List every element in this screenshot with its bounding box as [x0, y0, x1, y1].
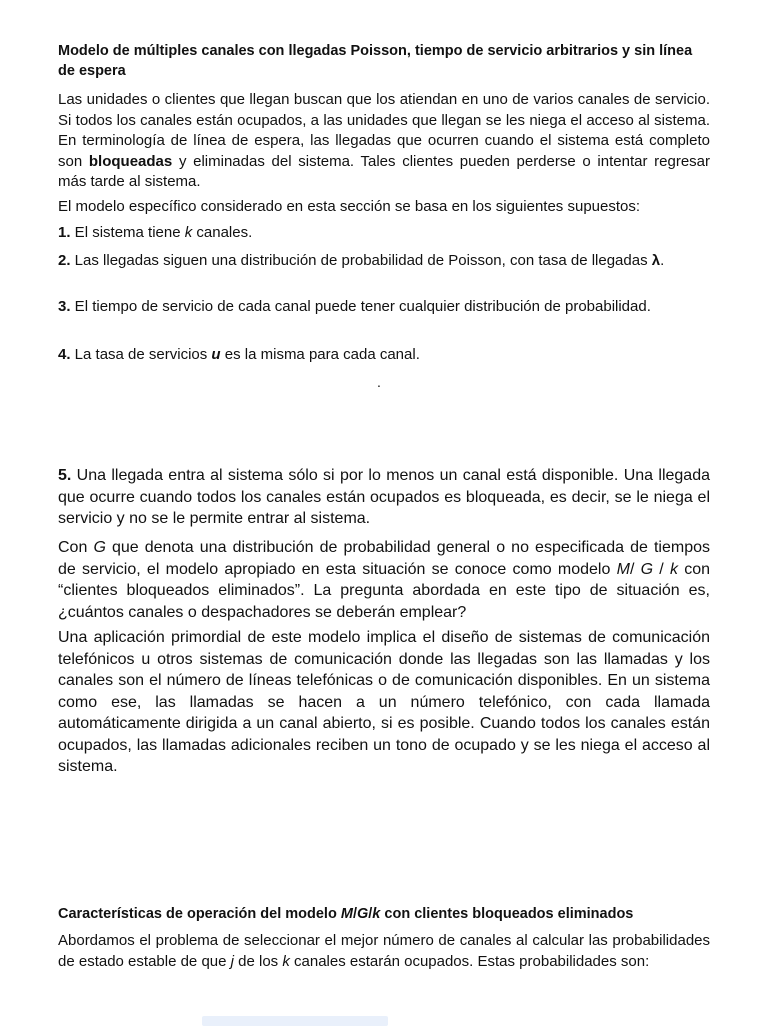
text-run: canales estarán ocupados. Estas probabilidades son:	[289, 952, 650, 970]
variable-M: M	[616, 560, 630, 578]
variable-M: M	[340, 906, 353, 922]
item-variable: λ	[651, 252, 661, 269]
item-number: 5.	[58, 467, 72, 484]
text-run: Abordamos el problema de seleccionar el mejor número de canales al calcular las probabilidades de estado estable de que	[58, 932, 710, 970]
variable-k: k	[669, 560, 678, 578]
slash: /	[653, 560, 670, 578]
text-run: con clientes bloqueados eliminados	[380, 906, 634, 922]
slash: /	[352, 906, 357, 922]
item-text: El sistema tiene	[70, 224, 185, 241]
item-text-end: .	[660, 252, 665, 269]
item-number: 3.	[58, 298, 71, 315]
slash: /	[368, 906, 373, 922]
section-title-model: Modelo de múltiples canales con llegadas Poisson, tiempo de servicio arbitrarios y sin línea de espera	[58, 43, 693, 79]
item-number: 2.	[58, 252, 71, 269]
intro-text-b: y eliminadas del sistema. Tales clientes pueden perderse o intentar regresar más tarde al sistema.	[58, 152, 711, 190]
item-text-end: es la misma para cada canal.	[220, 346, 420, 363]
formula-image-placeholder	[202, 1016, 388, 1026]
assumption-item-2	[58, 251, 710, 272]
application-paragraph: Una aplicación primordial de este modelo implica el diseño de sistemas de comunicación telefónicos u otros sistemas de comunicación donde las llegadas son las llamadas y los canales son el número de líneas telefónicas o de comunicación disponibles. En un sistema como ese, las llamadas se hacen a un número telefónico, con cada llamada automáticamente dirigida a un canal abierto, si es posible. Cuando todos los canales están ocupados, las llamadas adicionales reciben un tono de ocupado y se les niega el acceso al sistema.	[58, 629, 710, 775]
variable-G: G	[640, 560, 654, 578]
variable-j: j	[230, 952, 234, 970]
text-run: con “clientes bloqueados eliminados”. La pregunta abordada en este tipo de situación es, ¿cuántos canales o despachadores se deberán emplear?	[58, 560, 711, 621]
characteristics-paragraph	[58, 931, 710, 972]
model-paragraph	[58, 537, 710, 623]
variable-G: G	[356, 906, 369, 922]
assumption-item-4	[58, 345, 710, 366]
item-variable: k	[184, 224, 193, 241]
variable-k: k	[372, 906, 381, 922]
variable-G: G	[93, 539, 106, 556]
stray-dot: .	[377, 374, 381, 390]
variable-k: k	[282, 952, 290, 970]
slash: /	[629, 560, 641, 578]
item-text-end: canales.	[192, 224, 253, 241]
intro-text-a: Las unidades o clientes que llegan buscan que los atiendan en uno de varios canales de servicio. Si todos los canales están ocupados, a las unidades que llegan se les niega el acceso al sistema. En terminología de línea de espera, las llegadas que ocurren cuando el sistema está completo son	[58, 91, 710, 170]
assumption-item-1	[58, 223, 710, 244]
assumption-item-3	[58, 297, 710, 318]
text-run: que denota una distribución de probabilidad general o no especificada de tiempos de servicio, el modelo apropiado en esta situación se conoce como modelo	[58, 539, 710, 578]
assumptions-lead: El modelo específico considerado en esta sección se basa en los siguientes supuestos:	[58, 198, 641, 215]
item-text: El tiempo de servicio de cada canal puede tener cualquier distribución de probabilidad.	[70, 298, 651, 315]
intro-paragraph	[58, 90, 710, 193]
text-run: Con	[58, 539, 94, 556]
item-number: 1.	[58, 224, 71, 241]
item-text: Una llegada entra al sistema sólo si por lo menos un canal está disponible. Una llegada que ocurre cuando todos los canales están ocupados es bloqueada, es decir, se le niega el servicio y no se le permite entrar al sistema.	[58, 467, 710, 527]
section-title-characteristics	[58, 904, 710, 924]
item-text: La tasa de servicios	[70, 346, 212, 363]
text-run: Características de operación del modelo	[58, 906, 341, 922]
item-variable: u	[211, 346, 221, 363]
text-run: de los	[233, 952, 283, 970]
intro-bold-term: bloqueadas	[88, 152, 173, 170]
item-number: 4.	[58, 346, 71, 363]
item-text: Las llegadas siguen una distribución de probabilidad de Poisson, con tasa de llegadas	[70, 252, 652, 269]
assumption-item-5	[58, 465, 710, 530]
